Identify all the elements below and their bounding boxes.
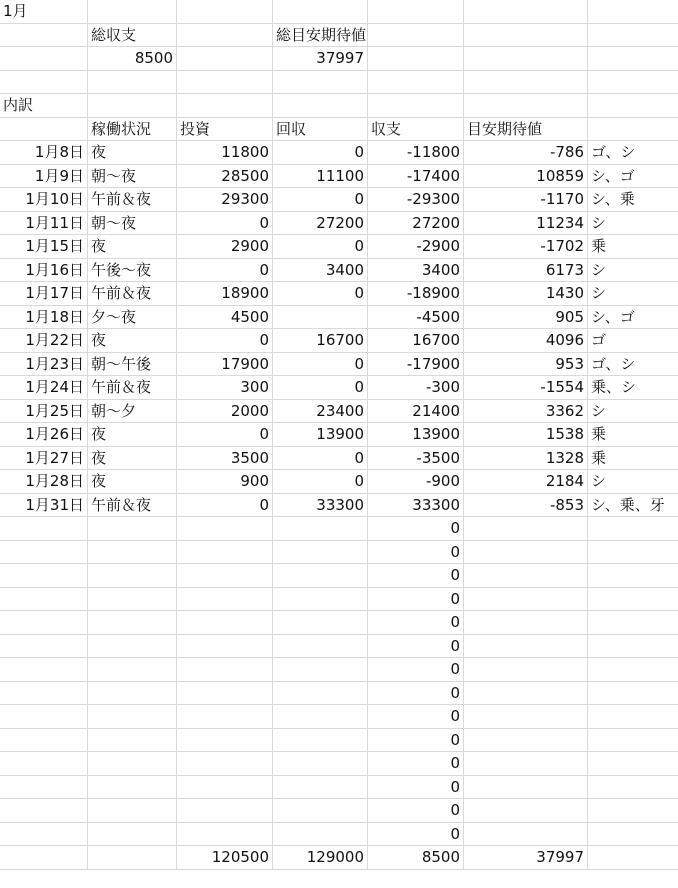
data-cell[interactable]: 0 <box>273 470 368 494</box>
date-cell[interactable]: 1月9日 <box>0 165 88 189</box>
cell-col-5[interactable] <box>464 588 588 612</box>
cell-col-0[interactable] <box>0 24 88 48</box>
cell-col-5[interactable] <box>464 776 588 800</box>
cell-col-2[interactable] <box>177 517 273 541</box>
empty-row <box>0 682 678 706</box>
data-cell[interactable]: -17900 <box>368 353 464 377</box>
data-cell[interactable]: 23400 <box>273 400 368 424</box>
data-cell[interactable]: 13900 <box>368 423 464 447</box>
data-cell[interactable]: 0 <box>177 259 273 283</box>
data-cell[interactable]: 0 <box>273 141 368 165</box>
cell-col-1[interactable] <box>88 635 177 659</box>
cell-col-5[interactable] <box>464 47 588 71</box>
table-row <box>0 306 678 330</box>
cell-col-6[interactable] <box>588 658 678 682</box>
table-row <box>0 494 678 518</box>
cell-col-5[interactable] <box>464 658 588 682</box>
balance-cell[interactable]: 0 <box>368 588 464 612</box>
data-cell[interactable]: -1554 <box>464 376 588 400</box>
data-cell[interactable]: ゴ <box>588 329 678 353</box>
data-cell[interactable]: -900 <box>368 470 464 494</box>
data-cell[interactable]: 11800 <box>177 141 273 165</box>
data-cell[interactable]: 16700 <box>273 329 368 353</box>
cell-col-6[interactable] <box>588 729 678 753</box>
cell-col-0[interactable] <box>0 564 88 588</box>
cell-col-6[interactable] <box>588 71 678 95</box>
data-cell[interactable]: 33300 <box>368 494 464 518</box>
cell-col-3[interactable] <box>273 658 368 682</box>
data-cell[interactable]: 953 <box>464 353 588 377</box>
balance-cell[interactable]: 0 <box>368 517 464 541</box>
balance-cell[interactable]: 0 <box>368 611 464 635</box>
data-cell[interactable]: 0 <box>273 376 368 400</box>
data-cell[interactable]: 乗 <box>588 423 678 447</box>
data-cell[interactable]: 0 <box>177 494 273 518</box>
empty-row <box>0 564 678 588</box>
data-cell[interactable]: -11800 <box>368 141 464 165</box>
data-cell[interactable]: 900 <box>177 470 273 494</box>
cell-col-2[interactable] <box>177 541 273 565</box>
total-expected-label[interactable]: 総目安期待値 <box>273 24 368 48</box>
data-cell[interactable]: 13900 <box>273 423 368 447</box>
cell-col-6[interactable] <box>588 776 678 800</box>
cell-col-0[interactable] <box>0 682 88 706</box>
table-row <box>0 400 678 424</box>
cell-col-6[interactable] <box>588 611 678 635</box>
date-cell[interactable]: 1月17日 <box>0 282 88 306</box>
table-row <box>0 188 678 212</box>
data-cell[interactable]: 0 <box>273 447 368 471</box>
balance-cell[interactable]: 0 <box>368 729 464 753</box>
summary-value-row <box>0 47 678 71</box>
data-cell[interactable]: シ、ゴ <box>588 306 678 330</box>
cell-col-2[interactable] <box>177 47 273 71</box>
cell-col-5[interactable] <box>464 635 588 659</box>
data-cell[interactable]: シ <box>588 470 678 494</box>
cell-col-1[interactable] <box>88 799 177 823</box>
cell-col-1[interactable] <box>88 682 177 706</box>
cell-col-0[interactable] <box>0 823 88 847</box>
cell-col-5[interactable] <box>464 729 588 753</box>
data-cell[interactable]: 18900 <box>177 282 273 306</box>
cell-col-3[interactable] <box>273 564 368 588</box>
balance-cell[interactable]: 0 <box>368 776 464 800</box>
cell-col-2[interactable] <box>177 682 273 706</box>
data-cell[interactable]: 夜 <box>88 447 177 471</box>
cell-col-3[interactable] <box>273 776 368 800</box>
balance-cell[interactable]: 0 <box>368 799 464 823</box>
data-cell[interactable]: 4500 <box>177 306 273 330</box>
empty-row <box>0 799 678 823</box>
data-cell[interactable]: 10859 <box>464 165 588 189</box>
cell-col-5[interactable] <box>464 564 588 588</box>
column-header[interactable] <box>588 118 678 142</box>
data-cell[interactable]: 2900 <box>177 235 273 259</box>
date-cell[interactable]: 1月31日 <box>0 494 88 518</box>
cell-col-3[interactable] <box>273 729 368 753</box>
cell-col-2[interactable] <box>177 71 273 95</box>
cell-col-2[interactable] <box>177 0 273 24</box>
cell-col-6[interactable] <box>588 24 678 48</box>
empty-row <box>0 823 678 847</box>
balance-cell[interactable]: 0 <box>368 541 464 565</box>
data-cell[interactable]: シ、乗 <box>588 188 678 212</box>
empty-row <box>0 658 678 682</box>
data-cell[interactable]: 午前＆夜 <box>88 376 177 400</box>
data-cell[interactable]: 午後～夜 <box>88 259 177 283</box>
cell-col-6[interactable] <box>588 635 678 659</box>
cell-col-2[interactable] <box>177 635 273 659</box>
cell-col-2[interactable] <box>177 564 273 588</box>
data-cell[interactable]: 夜 <box>88 423 177 447</box>
data-cell[interactable]: 11234 <box>464 212 588 236</box>
date-cell[interactable]: 1月8日 <box>0 141 88 165</box>
data-cell[interactable]: 3400 <box>368 259 464 283</box>
cell-col-6[interactable] <box>588 705 678 729</box>
data-cell[interactable]: 午前＆夜 <box>88 188 177 212</box>
cell-col-5[interactable] <box>464 94 588 118</box>
table-row <box>0 282 678 306</box>
column-header[interactable]: 回収 <box>273 118 368 142</box>
cell-col-5[interactable] <box>464 611 588 635</box>
date-cell[interactable]: 1月25日 <box>0 400 88 424</box>
cell-col-5[interactable] <box>464 517 588 541</box>
breakdown-label-row <box>0 94 678 118</box>
cell-col-3[interactable] <box>273 94 368 118</box>
date-cell[interactable]: 1月23日 <box>0 353 88 377</box>
data-cell[interactable]: -18900 <box>368 282 464 306</box>
data-cell[interactable]: 6173 <box>464 259 588 283</box>
cell-col-2[interactable] <box>177 776 273 800</box>
cell-col-2[interactable] <box>177 658 273 682</box>
data-cell[interactable]: シ <box>588 212 678 236</box>
data-cell[interactable]: シ、乗、牙 <box>588 494 678 518</box>
date-cell[interactable]: 1月27日 <box>0 447 88 471</box>
cell-col-6[interactable] <box>588 682 678 706</box>
cell-col-2[interactable] <box>177 94 273 118</box>
data-cell[interactable]: 28500 <box>177 165 273 189</box>
cell-col-2[interactable] <box>177 611 273 635</box>
cell-col-5[interactable] <box>464 71 588 95</box>
cell-col-1[interactable] <box>88 71 177 95</box>
total-balance-value[interactable]: 8500 <box>88 47 177 71</box>
cell-col-0[interactable] <box>0 47 88 71</box>
data-cell[interactable]: 夜 <box>88 235 177 259</box>
data-cell[interactable]: 300 <box>177 376 273 400</box>
cell-col-6[interactable] <box>588 47 678 71</box>
cell-col-3[interactable] <box>273 611 368 635</box>
cell-col-3[interactable] <box>273 635 368 659</box>
cell-col-0[interactable] <box>0 658 88 682</box>
column-header[interactable] <box>0 118 88 142</box>
date-cell[interactable]: 1月24日 <box>0 376 88 400</box>
summary-label-row <box>0 24 678 48</box>
empty-row <box>0 729 678 753</box>
total-expected-value[interactable]: 37997 <box>273 47 368 71</box>
table-row <box>0 259 678 283</box>
balance-cell[interactable]: 0 <box>368 682 464 706</box>
cell-col-5[interactable] <box>464 541 588 565</box>
cell-col-1[interactable] <box>88 94 177 118</box>
data-cell[interactable]: シ、ゴ <box>588 165 678 189</box>
date-cell[interactable]: 1月28日 <box>0 470 88 494</box>
empty-row <box>0 635 678 659</box>
table-row <box>0 165 678 189</box>
cell-col-2[interactable] <box>177 799 273 823</box>
cell-col-3[interactable] <box>273 823 368 847</box>
cell-col-3[interactable] <box>273 588 368 612</box>
cell-col-5[interactable] <box>464 0 588 24</box>
table-row <box>0 470 678 494</box>
data-cell[interactable]: 乗、シ <box>588 376 678 400</box>
cell-col-0[interactable] <box>0 705 88 729</box>
data-cell[interactable]: 朝～夜 <box>88 212 177 236</box>
empty-row <box>0 776 678 800</box>
cell-col-0[interactable] <box>0 752 88 776</box>
table-row <box>0 329 678 353</box>
cell-col-0[interactable] <box>0 846 88 870</box>
data-cell[interactable]: 3400 <box>273 259 368 283</box>
balance-cell[interactable]: 0 <box>368 823 464 847</box>
cell-col-6[interactable] <box>588 94 678 118</box>
data-cell[interactable]: -786 <box>464 141 588 165</box>
data-cell[interactable]: 3362 <box>464 400 588 424</box>
balance-cell[interactable]: 0 <box>368 564 464 588</box>
data-cell[interactable]: 2000 <box>177 400 273 424</box>
date-cell[interactable]: 1月16日 <box>0 259 88 283</box>
table-row <box>0 447 678 471</box>
balance-cell[interactable]: 0 <box>368 752 464 776</box>
cell-col-1[interactable] <box>88 705 177 729</box>
data-cell[interactable]: シ <box>588 282 678 306</box>
data-cell[interactable]: 21400 <box>368 400 464 424</box>
cell-col-3[interactable] <box>273 682 368 706</box>
cell-col-4[interactable] <box>368 47 464 71</box>
cell-col-3[interactable] <box>273 0 368 24</box>
column-header[interactable]: 収支 <box>368 118 464 142</box>
data-cell[interactable]: -17400 <box>368 165 464 189</box>
data-cell[interactable]: 2184 <box>464 470 588 494</box>
table-row <box>0 141 678 165</box>
cell-col-5[interactable] <box>464 24 588 48</box>
empty-row <box>0 517 678 541</box>
data-cell[interactable]: 16700 <box>368 329 464 353</box>
data-cell[interactable]: ゴ、シ <box>588 141 678 165</box>
total-balance-label[interactable]: 総収支 <box>88 24 177 48</box>
cell-col-5[interactable] <box>464 752 588 776</box>
data-cell[interactable] <box>273 306 368 330</box>
data-cell[interactable]: 朝～夕 <box>88 400 177 424</box>
cell-col-0[interactable] <box>0 517 88 541</box>
date-cell[interactable]: 1月18日 <box>0 306 88 330</box>
cell-col-3[interactable] <box>273 705 368 729</box>
data-cell[interactable]: 朝～午後 <box>88 353 177 377</box>
cell-col-1[interactable] <box>88 588 177 612</box>
cell-col-6[interactable] <box>588 799 678 823</box>
data-cell[interactable]: 29300 <box>177 188 273 212</box>
cell-col-3[interactable] <box>273 752 368 776</box>
cell-col-1[interactable] <box>88 517 177 541</box>
data-cell[interactable]: 27200 <box>368 212 464 236</box>
data-cell[interactable]: 朝～夜 <box>88 165 177 189</box>
data-cell[interactable]: -853 <box>464 494 588 518</box>
data-cell[interactable]: -1170 <box>464 188 588 212</box>
data-cell[interactable]: -2900 <box>368 235 464 259</box>
data-cell[interactable]: 午前＆夜 <box>88 494 177 518</box>
data-cell[interactable]: 11100 <box>273 165 368 189</box>
data-cell[interactable]: 0 <box>177 212 273 236</box>
cell-col-1[interactable] <box>88 658 177 682</box>
cell-col-2[interactable] <box>177 588 273 612</box>
cell-col-5[interactable] <box>464 799 588 823</box>
cell-col-2[interactable] <box>177 705 273 729</box>
data-cell[interactable]: 0 <box>177 329 273 353</box>
data-cell[interactable]: 1430 <box>464 282 588 306</box>
date-cell[interactable]: 1月10日 <box>0 188 88 212</box>
date-cell[interactable]: 1月26日 <box>0 423 88 447</box>
month-title-row <box>0 0 678 24</box>
date-cell[interactable]: 1月22日 <box>0 329 88 353</box>
cell-col-2[interactable] <box>177 752 273 776</box>
data-cell[interactable]: 乗 <box>588 235 678 259</box>
table-row <box>0 423 678 447</box>
cell-col-6[interactable] <box>588 517 678 541</box>
data-cell[interactable]: 3500 <box>177 447 273 471</box>
breakdown-label[interactable]: 内訳 <box>0 94 88 118</box>
cell-col-0[interactable] <box>0 799 88 823</box>
cell-col-6[interactable] <box>588 846 678 870</box>
cell-col-5[interactable] <box>464 682 588 706</box>
data-cell[interactable]: -3500 <box>368 447 464 471</box>
cell-col-1[interactable] <box>88 541 177 565</box>
empty-row <box>0 541 678 565</box>
cell-col-5[interactable] <box>464 705 588 729</box>
cell-col-4[interactable] <box>368 94 464 118</box>
cell-col-0[interactable] <box>0 635 88 659</box>
balance-cell[interactable]: 0 <box>368 658 464 682</box>
data-cell[interactable]: 夜 <box>88 141 177 165</box>
cell-col-6[interactable] <box>588 564 678 588</box>
column-header[interactable]: 稼働状況 <box>88 118 177 142</box>
blank-row <box>0 71 678 95</box>
cell-col-2[interactable] <box>177 24 273 48</box>
data-cell[interactable]: 0 <box>177 423 273 447</box>
cell-col-0[interactable] <box>0 71 88 95</box>
cell-col-3[interactable] <box>273 517 368 541</box>
data-cell[interactable]: シ <box>588 259 678 283</box>
data-cell[interactable]: 夜 <box>88 470 177 494</box>
month-title[interactable]: 1月 <box>0 0 88 24</box>
table-row <box>0 353 678 377</box>
data-cell[interactable]: -1702 <box>464 235 588 259</box>
data-cell[interactable]: 夜 <box>88 329 177 353</box>
cell-col-1[interactable] <box>88 776 177 800</box>
empty-row <box>0 611 678 635</box>
cell-col-5[interactable] <box>464 823 588 847</box>
data-cell[interactable]: 0 <box>273 353 368 377</box>
total-investment[interactable]: 120500 <box>177 846 273 870</box>
data-cell[interactable]: 1538 <box>464 423 588 447</box>
data-cell[interactable]: -4500 <box>368 306 464 330</box>
table-row <box>0 235 678 259</box>
cell-col-1[interactable] <box>88 0 177 24</box>
cell-col-0[interactable] <box>0 729 88 753</box>
column-header[interactable]: 投資 <box>177 118 273 142</box>
data-cell[interactable]: 27200 <box>273 212 368 236</box>
cell-col-2[interactable] <box>177 729 273 753</box>
cell-col-1[interactable] <box>88 846 177 870</box>
cell-col-6[interactable] <box>588 588 678 612</box>
cell-col-4[interactable] <box>368 0 464 24</box>
cell-col-1[interactable] <box>88 729 177 753</box>
data-cell[interactable]: 夕～夜 <box>88 306 177 330</box>
balance-cell[interactable]: 0 <box>368 705 464 729</box>
table-row <box>0 376 678 400</box>
total-balance[interactable]: 8500 <box>368 846 464 870</box>
cell-col-3[interactable] <box>273 799 368 823</box>
data-cell[interactable]: 午前＆夜 <box>88 282 177 306</box>
data-cell[interactable]: 17900 <box>177 353 273 377</box>
data-cell[interactable]: 乗 <box>588 447 678 471</box>
data-cell[interactable]: -29300 <box>368 188 464 212</box>
date-cell[interactable]: 1月15日 <box>0 235 88 259</box>
balance-cell[interactable]: 0 <box>368 635 464 659</box>
total-recovery[interactable]: 129000 <box>273 846 368 870</box>
empty-row <box>0 752 678 776</box>
header-row <box>0 118 678 142</box>
total-expected[interactable]: 37997 <box>464 846 588 870</box>
cell-col-1[interactable] <box>88 823 177 847</box>
date-cell[interactable]: 1月11日 <box>0 212 88 236</box>
data-cell[interactable]: 0 <box>273 282 368 306</box>
data-cell[interactable]: 0 <box>273 235 368 259</box>
cell-col-3[interactable] <box>273 71 368 95</box>
empty-row <box>0 705 678 729</box>
table-row <box>0 212 678 236</box>
data-cell[interactable]: 1328 <box>464 447 588 471</box>
cell-col-6[interactable] <box>588 0 678 24</box>
cell-col-0[interactable] <box>0 611 88 635</box>
data-cell[interactable]: 33300 <box>273 494 368 518</box>
cell-col-4[interactable] <box>368 24 464 48</box>
column-header[interactable]: 目安期待値 <box>464 118 588 142</box>
cell-col-0[interactable] <box>0 776 88 800</box>
cell-col-0[interactable] <box>0 588 88 612</box>
cell-col-1[interactable] <box>88 611 177 635</box>
cell-col-4[interactable] <box>368 71 464 95</box>
cell-col-6[interactable] <box>588 823 678 847</box>
data-cell[interactable]: 0 <box>273 188 368 212</box>
empty-row <box>0 588 678 612</box>
data-cell[interactable]: シ <box>588 400 678 424</box>
data-cell[interactable]: -300 <box>368 376 464 400</box>
data-cell[interactable]: ゴ、シ <box>588 353 678 377</box>
cell-col-1[interactable] <box>88 564 177 588</box>
data-cell[interactable]: 4096 <box>464 329 588 353</box>
cell-col-6[interactable] <box>588 541 678 565</box>
cell-col-3[interactable] <box>273 541 368 565</box>
totals-row <box>0 846 678 870</box>
cell-col-0[interactable] <box>0 541 88 565</box>
cell-col-1[interactable] <box>88 752 177 776</box>
cell-col-6[interactable] <box>588 752 678 776</box>
data-cell[interactable]: 905 <box>464 306 588 330</box>
cell-col-2[interactable] <box>177 823 273 847</box>
